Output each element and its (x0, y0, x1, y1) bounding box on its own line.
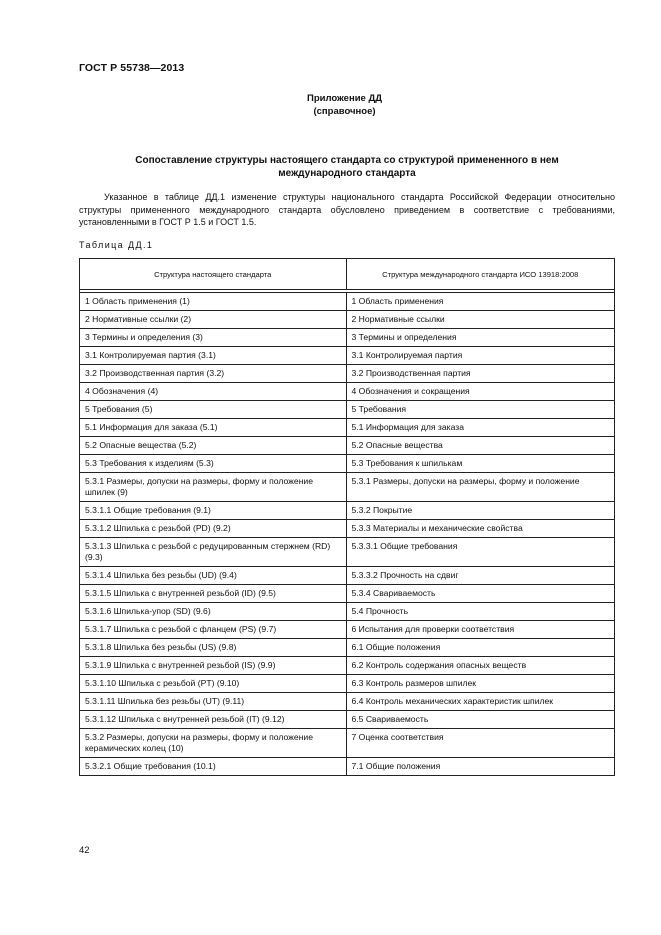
national-structure-cell: 5.3.1.6 Шпилька-упор (SD) (9.6) (80, 603, 347, 621)
international-structure-cell: 5.3 Требования к шпилькам (346, 455, 615, 473)
section-title-line-2: международного стандарта (278, 168, 416, 179)
international-structure-cell: 6 Испытания для проверки соответствия (346, 621, 615, 639)
national-structure-cell: 5.3.2 Размеры, допуски на размеры, форму и положение керамических колец (10) (80, 729, 347, 758)
national-structure-cell: 5.2 Опасные вещества (5.2) (80, 437, 347, 455)
international-structure-cell: 6.2 Контроль содержания опасных веществ (346, 657, 615, 675)
international-structure-cell: 3.1 Контролируемая партия (346, 347, 615, 365)
table-row (80, 401, 615, 419)
section-title-line-1: Сопоставление структуры настоящего стандарта со структурой примененного в нем (135, 155, 559, 166)
international-structure-cell: 5.2 Опасные вещества (346, 437, 615, 455)
intro-paragraph: Указанное в таблице ДД.1 изменение структуры национального стандарта Российской Федерации относительно структуры примененного международного стандарта обусловлено приведением в соответствие с требованиями, установленными в ГОСТ Р 1.5 и ГОСТ 1.5. (79, 192, 615, 227)
national-structure-cell: 5.1 Информация для заказа (5.1) (80, 419, 347, 437)
table-row (80, 639, 615, 657)
header-national-structure: Структура настоящего стандарта (80, 259, 347, 290)
table-row (80, 567, 615, 585)
national-structure-cell: 3 Термины и определения (3) (80, 329, 347, 347)
table-row (80, 711, 615, 729)
annex-title: Приложение ДД (307, 93, 382, 104)
national-structure-cell: 5.3.1.9 Шпилька с внутренней резьбой (IS) (9.9) (80, 657, 347, 675)
table-row (80, 585, 615, 603)
table-row (80, 675, 615, 693)
table-row (80, 365, 615, 383)
international-structure-cell: 2 Нормативные ссылки (346, 311, 615, 329)
national-structure-cell: 5.3.1.8 Шпилька без резьбы (US) (9.8) (80, 639, 347, 657)
table-row (80, 657, 615, 675)
international-structure-cell: 5.1 Информация для заказа (346, 419, 615, 437)
national-structure-cell: 5.3.1.3 Шпилька с резьбой с редуцированным стержнем (RD) (9.3) (80, 538, 347, 567)
table-row (80, 419, 615, 437)
international-structure-cell: 5 Требования (346, 401, 615, 419)
table-row (80, 473, 615, 502)
international-structure-cell: 5.3.3.1 Общие требования (346, 538, 615, 567)
table-row (80, 437, 615, 455)
table-row (80, 538, 615, 567)
table-row (80, 520, 615, 538)
international-structure-cell: 1 Область применения (346, 293, 615, 311)
national-structure-cell: 4 Обозначения (4) (80, 383, 347, 401)
table-row (80, 347, 615, 365)
international-structure-cell: 6.4 Контроль механических характеристик шпилек (346, 693, 615, 711)
national-structure-cell: 5.3.1.1 Общие требования (9.1) (80, 502, 347, 520)
structure-comparison-table (79, 258, 615, 776)
header-international-structure: Структура международного стандарта ИСО 13918:2008 (346, 259, 615, 290)
national-structure-cell: 5.3.1.4 Шпилька без резьбы (UD) (9.4) (80, 567, 347, 585)
table-row (80, 293, 615, 311)
national-structure-cell: 5.3 Требования к изделиям (5.3) (80, 455, 347, 473)
table-body (80, 290, 615, 776)
annex-subtitle: (справочное) (313, 106, 376, 117)
international-structure-cell: 4 Обозначения и сокращения (346, 383, 615, 401)
international-structure-cell: 5.3.3.2 Прочность на сдвиг (346, 567, 615, 585)
national-structure-cell: 5.3.1.5 Шпилька с внутренней резьбой (ID) (9.5) (80, 585, 347, 603)
national-structure-cell: 5.3.1.10 Шпилька с резьбой (PT) (9.10) (80, 675, 347, 693)
national-structure-cell: 5.3.1.7 Шпилька с резьбой с фланцем (PS) (9.7) (80, 621, 347, 639)
national-structure-cell: 5.3.2.1 Общие требования (10.1) (80, 758, 347, 776)
national-structure-cell: 5.3.1.12 Шпилька с внутренней резьбой (IT) (9.12) (80, 711, 347, 729)
international-structure-cell: 5.3.1 Размеры, допуски на размеры, форму и положение (346, 473, 615, 502)
national-structure-cell: 3.2 Производственная партия (3.2) (80, 365, 347, 383)
international-structure-cell: 6.1 Общие положения (346, 639, 615, 657)
international-structure-cell: 3.2 Производственная партия (346, 365, 615, 383)
national-structure-cell: 5.3.1.2 Шпилька с резьбой (PD) (9.2) (80, 520, 347, 538)
table-row (80, 455, 615, 473)
table-row (80, 383, 615, 401)
table-row (80, 311, 615, 329)
table-header-row (80, 259, 615, 290)
national-structure-cell: 1 Область применения (1) (80, 293, 347, 311)
table-row (80, 729, 615, 758)
table-row (80, 621, 615, 639)
table-row (80, 329, 615, 347)
national-structure-cell: 5 Требования (5) (80, 401, 347, 419)
table-row (80, 693, 615, 711)
national-structure-cell: 5.3.1.11 Шпилька без резьбы (UT) (9.11) (80, 693, 347, 711)
international-structure-cell: 6.5 Свариваемость (346, 711, 615, 729)
annex-heading (0, 92, 661, 118)
table-row (80, 502, 615, 520)
international-structure-cell: 6.3 Контроль размеров шпилек (346, 675, 615, 693)
international-structure-cell: 7 Оценка соответствия (346, 729, 615, 758)
national-structure-cell: 3.1 Контролируемая партия (3.1) (80, 347, 347, 365)
table-caption: Таблица ДД.1 (79, 240, 154, 250)
table-row (80, 758, 615, 776)
international-structure-cell: 5.3.2 Покрытие (346, 502, 615, 520)
international-structure-cell: 5.3.3 Материалы и механические свойства (346, 520, 615, 538)
international-structure-cell: 5.4 Прочность (346, 603, 615, 621)
document-header: ГОСТ Р 55738—2013 (79, 62, 185, 74)
table-row (80, 603, 615, 621)
international-structure-cell: 5.3.4 Свариваемость (346, 585, 615, 603)
national-structure-cell: 2 Нормативные ссылки (2) (80, 311, 347, 329)
page-number: 42 (79, 845, 90, 856)
international-structure-cell: 3 Термины и определения (346, 329, 615, 347)
international-structure-cell: 7.1 Общие положения (346, 758, 615, 776)
section-title (79, 154, 615, 180)
national-structure-cell: 5.3.1 Размеры, допуски на размеры, форму и положение шпилек (9) (80, 473, 347, 502)
